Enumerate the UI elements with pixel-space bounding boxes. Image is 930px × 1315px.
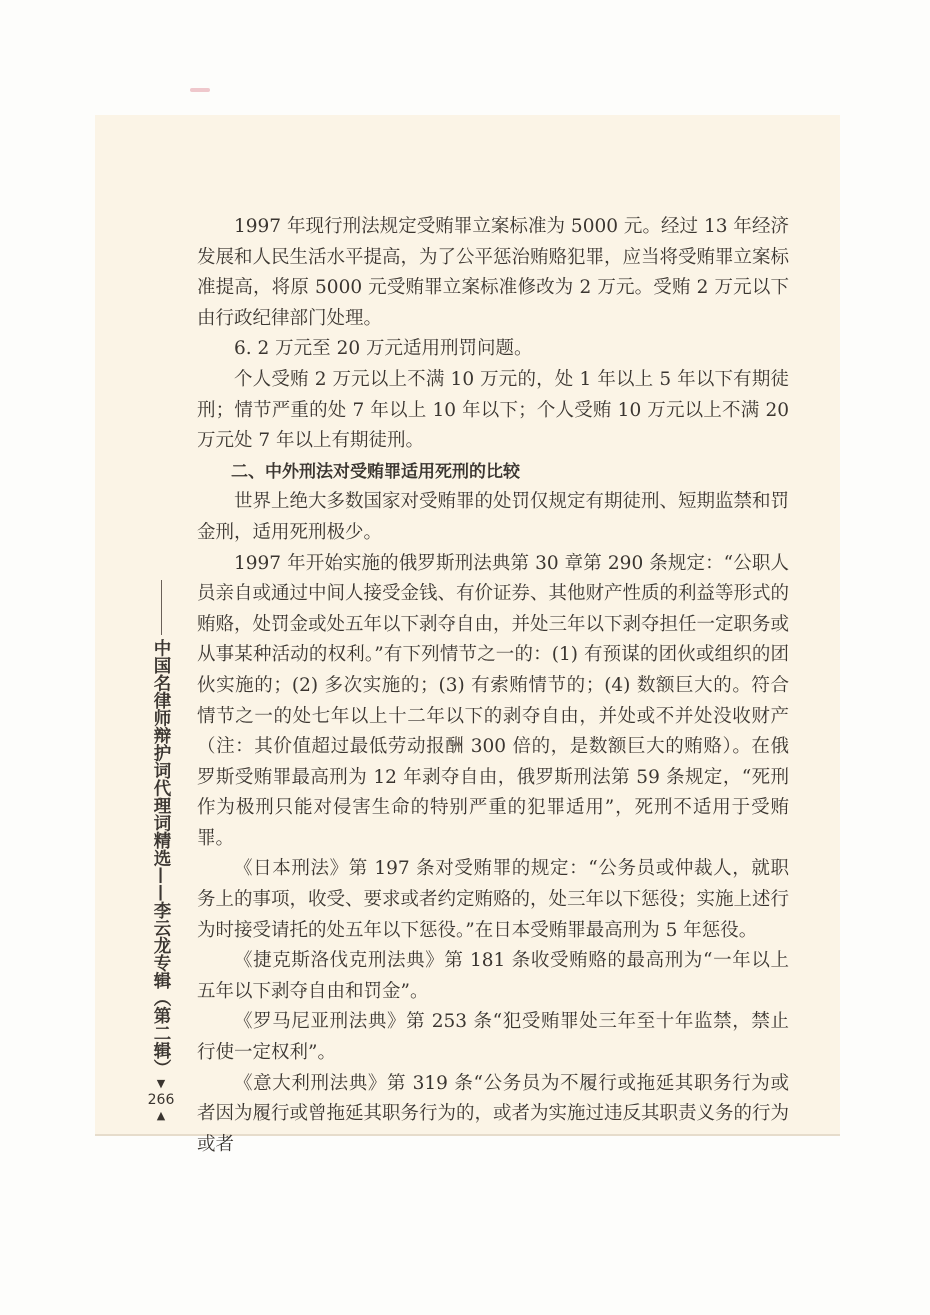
paragraph: 《罗马尼亚刑法典》第 253 条“犯受贿罪处三年至十年监禁，禁止行使一定权利”。 bbox=[197, 1011, 789, 1064]
paragraph: 《意大利刑法典》第 319 条“公务员为不履行或拖延其职务行为或者因为履行或曾拖延其职务行为的，或者为实施过违反其职责义务的行为或者 bbox=[197, 1072, 790, 1155]
paragraph: 世界上绝大多数国家对受贿罪的处罚仅规定有期徒刑、短期监禁和罚金刑，适用死刑极少。 bbox=[197, 491, 790, 543]
body-text bbox=[197, 212, 789, 1160]
paragraph: 1997 年现行刑法规定受贿罪立案标准为 5000 元。经过 13 年经济发展和人民生活水平提高，为了公平惩治贿赂犯罪，应当将受贿罪立案标准提高，将原 5000 元受贿罪立案标准修改为 2 万元。受贿 2 万元以下由行政纪律部门处理。 bbox=[197, 216, 790, 329]
divider bbox=[161, 580, 162, 635]
book-title: 中国名律师辩护词代理词精选——李云龙专辑（第二辑） bbox=[151, 639, 171, 1077]
paragraph: 个人受贿 2 万元以上不满 10 万元的，处 1 年以上 5 年以下有期徒刑；情节严重的处 7 年以上 10 年以下；个人受贿 10 万元以上不满 20 万元处 7 年以上有期徒刑。 bbox=[197, 368, 789, 452]
paragraph: 《捷克斯洛伐克刑法典》第 181 条收受贿赂的最高刑为“一年以上五年以下剥夺自由和罚金”。 bbox=[197, 950, 789, 1002]
triangle-down-icon: ▼ bbox=[156, 1076, 166, 1090]
triangle-up-icon: ▲ bbox=[156, 1108, 166, 1122]
paragraph: 6. 2 万元至 20 万元适用刑罚问题。 bbox=[234, 338, 533, 360]
running-header bbox=[147, 580, 175, 1123]
paragraph: 1997 年开始实施的俄罗斯刑法典第 30 章第 290 条规定：“公职人员亲自或通过中间人接受金钱、有价证券、其他财产性质的利益等形式的贿赂，处罚金或处五年以下剥夺自由，并处三年以下剥夺担任一定职务或从事某种活动的权利。”有下列情节之一的：(1) 有预谋的团伙或组织的团伙实施的；(2) 多次实施的；(3) 有索贿情节的；(4) 数额巨大的。符合情节之一的处七年以上十二年以下的剥夺自由，并处或不并处没收财产（注：其价值超过最低劳动报酬 300 倍的，是数额巨大的贿赂）。在俄罗斯受贿罪最高刑为 12 年剥夺自由，俄罗斯刑法第 59 条规定，“死刑作为极刑只能对侵害生命的特别严重的犯罪适用”，死刑不适用于受贿罪。 bbox=[197, 552, 790, 849]
paragraph: 《日本刑法》第 197 条对受贿罪的规定：“公务员或仲裁人，就职务上的事项，收受、要求或者约定贿赂的，处三年以下惩役；实施上述行为时接受请托的处五年以下惩役。”在日本受贿罪最高刑为 5 年惩役。 bbox=[197, 858, 790, 941]
scan-mark bbox=[190, 88, 210, 92]
page-number: 266 bbox=[147, 1091, 175, 1108]
section-heading: 二、中外刑法对受贿罪适用死刑的比较 bbox=[231, 461, 520, 482]
